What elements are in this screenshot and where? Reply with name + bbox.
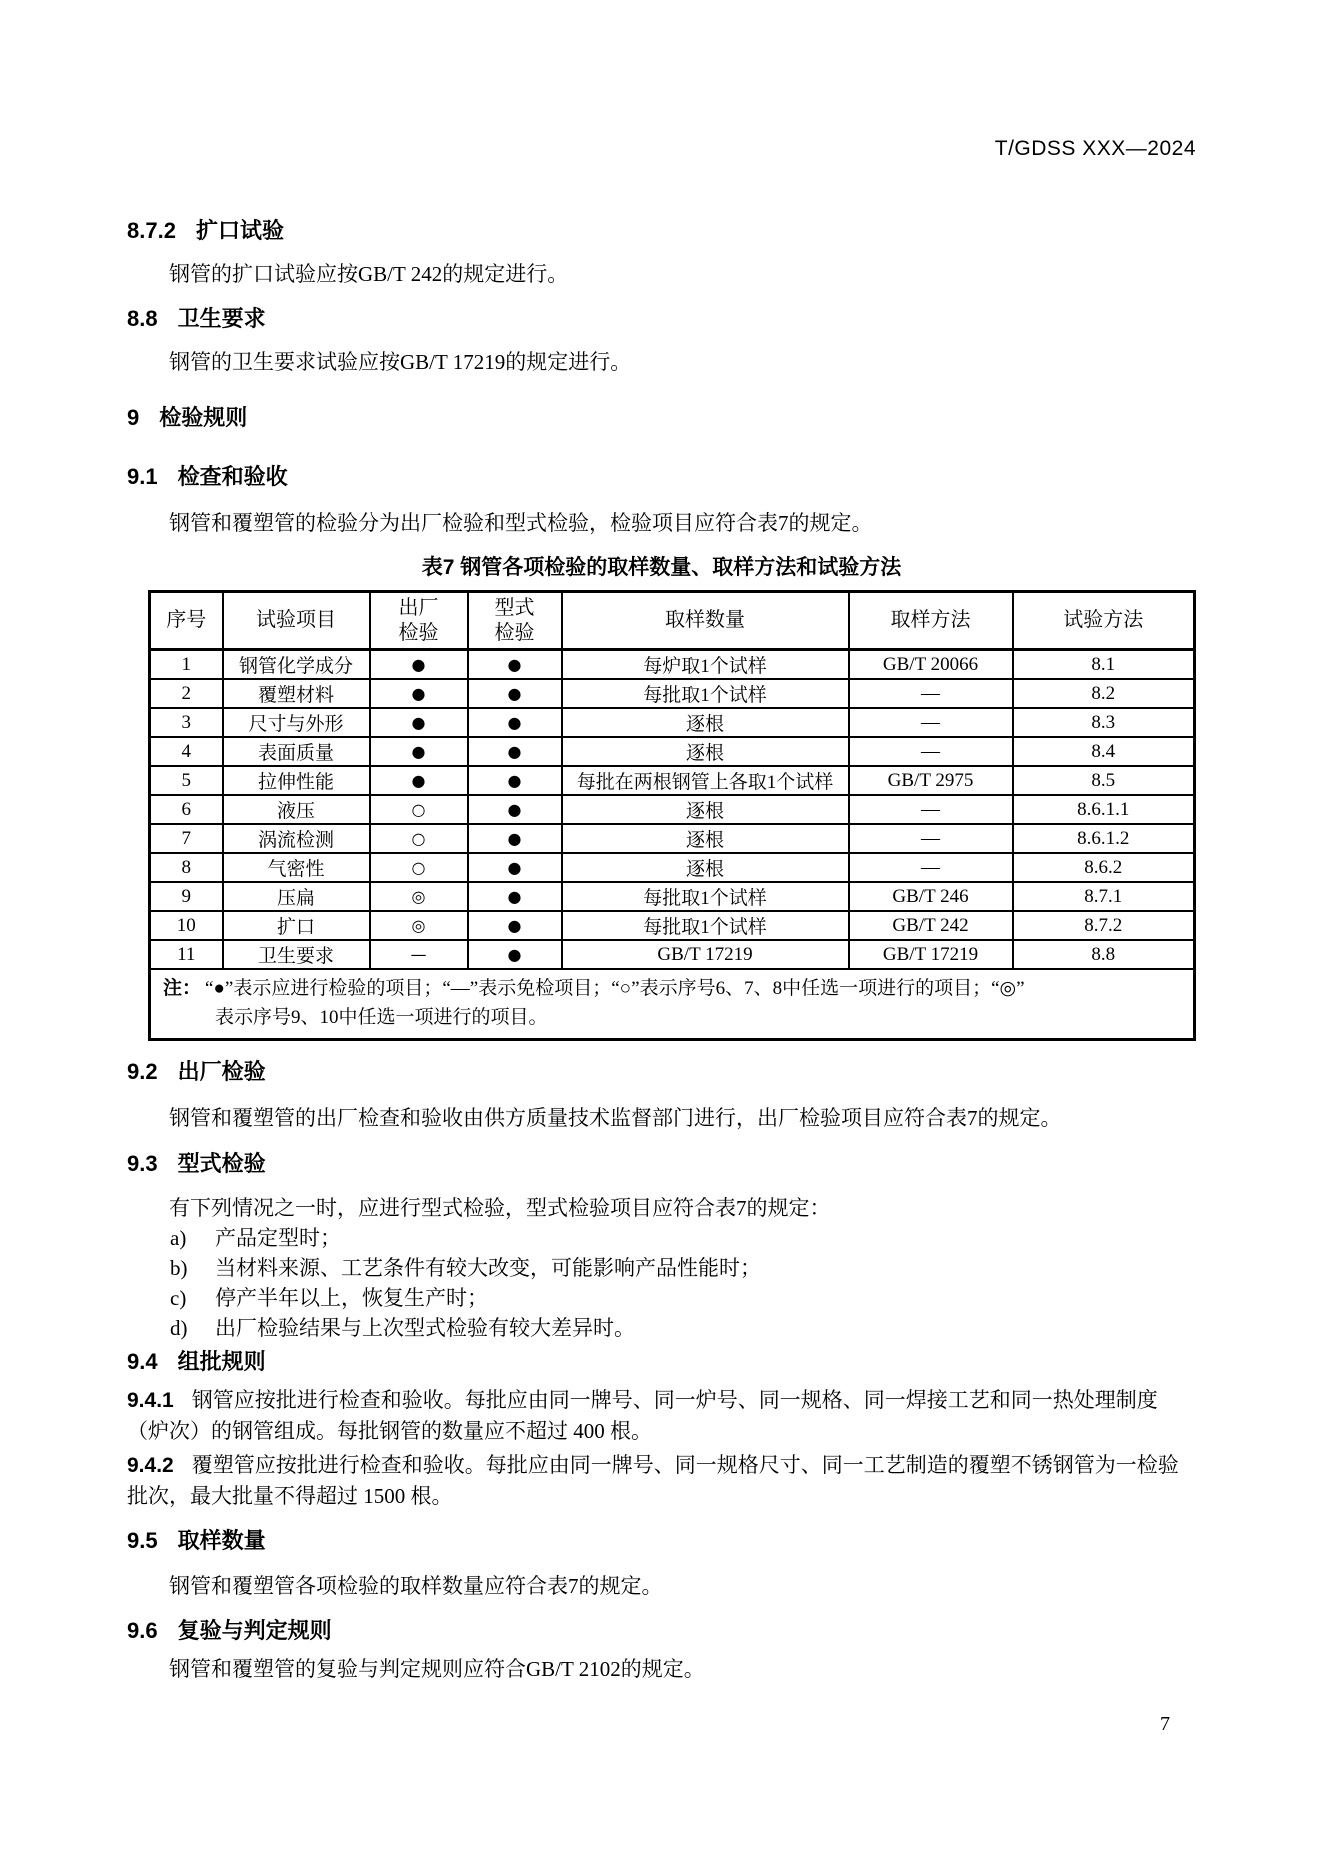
table-cell: 7 [150, 824, 223, 853]
table-cell: ● [468, 737, 562, 766]
table-cell: 每批取1个试样 [562, 882, 849, 911]
section-title: 检查和验收 [177, 464, 288, 489]
table-cell: 逐根 [562, 737, 849, 766]
table-cell: ● [468, 795, 562, 824]
table-cell: 扩口 [223, 911, 370, 940]
table-cell: 逐根 [562, 708, 849, 737]
table-cell: 10 [150, 911, 223, 940]
paragraph-9-2: 钢管和覆塑管的出厂检查和验收由供方质量技术监督部门进行，出厂检验项目应符合表7的规定。 [169, 1106, 1062, 1130]
table-cell: ● [468, 911, 562, 940]
section-heading-9-5 [127, 1526, 1196, 1556]
table-cell: — [849, 737, 1013, 766]
table-cell: 5 [150, 766, 223, 795]
section-number: 9.3 [127, 1151, 158, 1176]
clause-text: 覆塑管应按批进行检查和验收。每批应由同一牌号、同一规格尺寸、同一工艺制造的覆塑不锈钢管为一检验批次，最大批量不得超过 1500 根。 [127, 1453, 1179, 1508]
table-cell: ○ [370, 824, 468, 853]
table-cell: ● [370, 766, 468, 795]
table-row [150, 737, 1195, 766]
table-cell: 8.6.1.1 [1013, 795, 1195, 824]
table-header-cell: 型式 检验 [468, 592, 562, 650]
table-cell: 液压 [223, 795, 370, 824]
table-cell: — [370, 940, 468, 969]
table-cell: 8.8 [1013, 940, 1195, 969]
section-number: 9.6 [127, 1618, 158, 1643]
table-cell: GB/T 242 [849, 911, 1013, 940]
table-cell: 覆塑材料 [223, 679, 370, 708]
table-header-cell: 出厂 检验 [370, 592, 468, 650]
table-row [150, 882, 1195, 911]
section-heading-9-1 [127, 462, 1196, 492]
list-item-text: 出厂检验结果与上次型式检验有较大差异时。 [215, 1316, 635, 1340]
table-cell: GB/T 17219 [562, 940, 849, 969]
table-cell: 8.5 [1013, 766, 1195, 795]
table-cell: 8.3 [1013, 708, 1195, 737]
list-item-text: 当材料来源、工艺条件有较大改变，可能影响产品性能时； [215, 1256, 761, 1280]
table-header-cell: 序号 [150, 592, 223, 650]
section-title: 卫生要求 [177, 306, 266, 331]
section-title: 检验规则 [159, 405, 248, 430]
table-cell: 每批取1个试样 [562, 911, 849, 940]
table-cell: 尺寸与外形 [223, 708, 370, 737]
section-heading-9-6 [127, 1616, 1196, 1646]
list-item-label: a) [170, 1226, 187, 1250]
table-cell: ● [370, 737, 468, 766]
table-cell: 2 [150, 679, 223, 708]
table-row [150, 766, 1195, 795]
table-7 [148, 590, 1196, 1041]
table-cell: — [849, 679, 1013, 708]
table-cell: 8.4 [1013, 737, 1195, 766]
paragraph-9-1: 钢管和覆塑管的检验分为出厂检验和型式检验，检验项目应符合表7的规定。 [169, 511, 873, 535]
section-title: 取样数量 [177, 1528, 266, 1553]
table-cell: ● [370, 650, 468, 680]
section-heading-8-8 [127, 304, 1196, 334]
paragraph-8-7-2: 钢管的扩口试验应按GB/T 242的规定进行。 [169, 262, 569, 286]
table-cell: 1 [150, 650, 223, 680]
table-cell: 8.2 [1013, 679, 1195, 708]
table-cell: ● [468, 708, 562, 737]
standard-number: T/GDSS XXX—2024 [994, 137, 1196, 160]
list-item-c [127, 1283, 1196, 1313]
table-row [150, 940, 1195, 969]
list-item-b [127, 1253, 1196, 1283]
list-item-label: b) [170, 1256, 188, 1280]
table-note-line2: 表示序号9、10中任选一项进行的项目。 [215, 1007, 548, 1028]
table-header-cell: 试验方法 [1013, 592, 1195, 650]
table-cell: 表面质量 [223, 737, 370, 766]
note-label: 注： [163, 978, 202, 999]
section-number: 9.1 [127, 464, 158, 489]
table-cell: ● [468, 882, 562, 911]
table-cell: 8 [150, 853, 223, 882]
list-item-text: 停产半年以上，恢复生产时； [215, 1286, 488, 1310]
section-number: 9.2 [127, 1059, 158, 1084]
table-cell: ● [468, 853, 562, 882]
table-cell: 4 [150, 737, 223, 766]
table-cell: 8.7.2 [1013, 911, 1195, 940]
table-note-row [150, 969, 1195, 1040]
table-cell: — [849, 708, 1013, 737]
table-cell: 压扁 [223, 882, 370, 911]
paragraph-8-8: 钢管的卫生要求试验应按GB/T 17219的规定进行。 [169, 350, 632, 374]
table-row [150, 795, 1195, 824]
section-title: 组批规则 [177, 1349, 266, 1374]
section-heading-9 [127, 403, 1196, 433]
section-title: 出厂检验 [177, 1059, 266, 1084]
table-cell: 6 [150, 795, 223, 824]
table-body [150, 650, 1195, 970]
list-item-d [127, 1313, 1196, 1343]
table-row [150, 708, 1195, 737]
table-cell: GB/T 20066 [849, 650, 1013, 680]
section-number: 9.4 [127, 1349, 158, 1374]
page-header [127, 0, 1196, 162]
list-item-label: d) [170, 1316, 188, 1340]
list-item-a [127, 1223, 1196, 1253]
clause-number: 9.4.1 [127, 1389, 174, 1412]
table-cell: ● [468, 766, 562, 795]
table-cell: ○ [370, 853, 468, 882]
section-heading-9-3 [127, 1149, 1196, 1179]
table-cell: ● [468, 824, 562, 853]
table-cell: GB/T 2975 [849, 766, 1013, 795]
table-cell: 逐根 [562, 824, 849, 853]
table-cell: — [849, 824, 1013, 853]
table-cell: 卫生要求 [223, 940, 370, 969]
page-number: 7 [1160, 1713, 1170, 1735]
table-caption: 表7 钢管各项检验的取样数量、取样方法和试验方法 [421, 556, 902, 579]
table-cell: 逐根 [562, 795, 849, 824]
table-cell: 9 [150, 882, 223, 911]
paragraph-9-4-1 [127, 1385, 1196, 1446]
table-cell: ○ [370, 795, 468, 824]
paragraph-9-3-intro: 有下列情况之一时，应进行型式检验，型式检验项目应符合表7的规定： [169, 1196, 831, 1220]
section-title: 复验与判定规则 [177, 1618, 332, 1643]
table-row [150, 679, 1195, 708]
paragraph-9-4-2 [127, 1450, 1196, 1511]
table-cell: ◎ [370, 911, 468, 940]
table-cell: 8.6.1.2 [1013, 824, 1195, 853]
section-title: 型式检验 [177, 1151, 266, 1176]
table-row [150, 824, 1195, 853]
section-heading-9-2 [127, 1057, 1196, 1087]
table-cell: — [849, 853, 1013, 882]
list-item-text: 产品定型时； [215, 1226, 341, 1250]
table-cell: 8.7.1 [1013, 882, 1195, 911]
table-cell: 每批在两根钢管上各取1个试样 [562, 766, 849, 795]
section-number: 8.8 [127, 306, 158, 331]
table-cell: 逐根 [562, 853, 849, 882]
table-cell: 气密性 [223, 853, 370, 882]
section-number: 9.5 [127, 1528, 158, 1553]
table-row [150, 853, 1195, 882]
table-cell: GB/T 17219 [849, 940, 1013, 969]
table-cell: ● [468, 679, 562, 708]
table-cell: 钢管化学成分 [223, 650, 370, 680]
table-cell: ● [370, 708, 468, 737]
list-9-3 [127, 1223, 1196, 1343]
table-cell: ◎ [370, 882, 468, 911]
table-row [150, 650, 1195, 680]
table-note-line1 [163, 974, 1185, 1003]
table-row [150, 911, 1195, 940]
table-cell: GB/T 246 [849, 882, 1013, 911]
clause-number: 9.4.2 [127, 1454, 174, 1477]
table-cell: 11 [150, 940, 223, 969]
table-cell: 8.1 [1013, 650, 1195, 680]
table-cell: 每批取1个试样 [562, 679, 849, 708]
table-cell: 3 [150, 708, 223, 737]
section-number: 8.7.2 [127, 218, 176, 243]
table-cell: 拉伸性能 [223, 766, 370, 795]
table-header-row [150, 592, 1195, 650]
section-heading-8-7-2 [127, 216, 1196, 246]
section-title: 扩口试验 [195, 218, 284, 243]
table-cell: ● [468, 940, 562, 969]
table-foot [150, 969, 1195, 1040]
section-heading-9-4 [127, 1347, 1196, 1377]
section-number: 9 [127, 405, 140, 430]
table-cell: — [849, 795, 1013, 824]
table-cell: ● [370, 679, 468, 708]
paragraph-9-5: 钢管和覆塑管各项检验的取样数量应符合表7的规定。 [169, 1574, 663, 1598]
table-header-cell: 取样方法 [849, 592, 1013, 650]
table-cell: 每炉取1个试样 [562, 650, 849, 680]
table-head [150, 592, 1195, 650]
note-text: “●”表示应进行检验的项目；“—”表示免检项目；“○”表示序号6、7、8中任选一项进行的项目；“◎” [205, 978, 1025, 999]
table-header-cell: 试验项目 [223, 592, 370, 650]
list-item-label: c) [170, 1286, 187, 1310]
paragraph-9-6: 钢管和覆塑管的复验与判定规则应符合GB/T 2102的规定。 [169, 1657, 705, 1681]
table-cell: ● [468, 650, 562, 680]
table-cell: 8.6.2 [1013, 853, 1195, 882]
clause-text: 钢管应按批进行检查和验收。每批应由同一牌号、同一炉号、同一规格、同一焊接工艺和同一热处理制度（炉次）的钢管组成。每批钢管的数量应不超过 400 根。 [127, 1388, 1158, 1443]
table-note-cell [150, 969, 1195, 1040]
table-header-cell: 取样数量 [562, 592, 849, 650]
table-cell: 涡流检测 [223, 824, 370, 853]
